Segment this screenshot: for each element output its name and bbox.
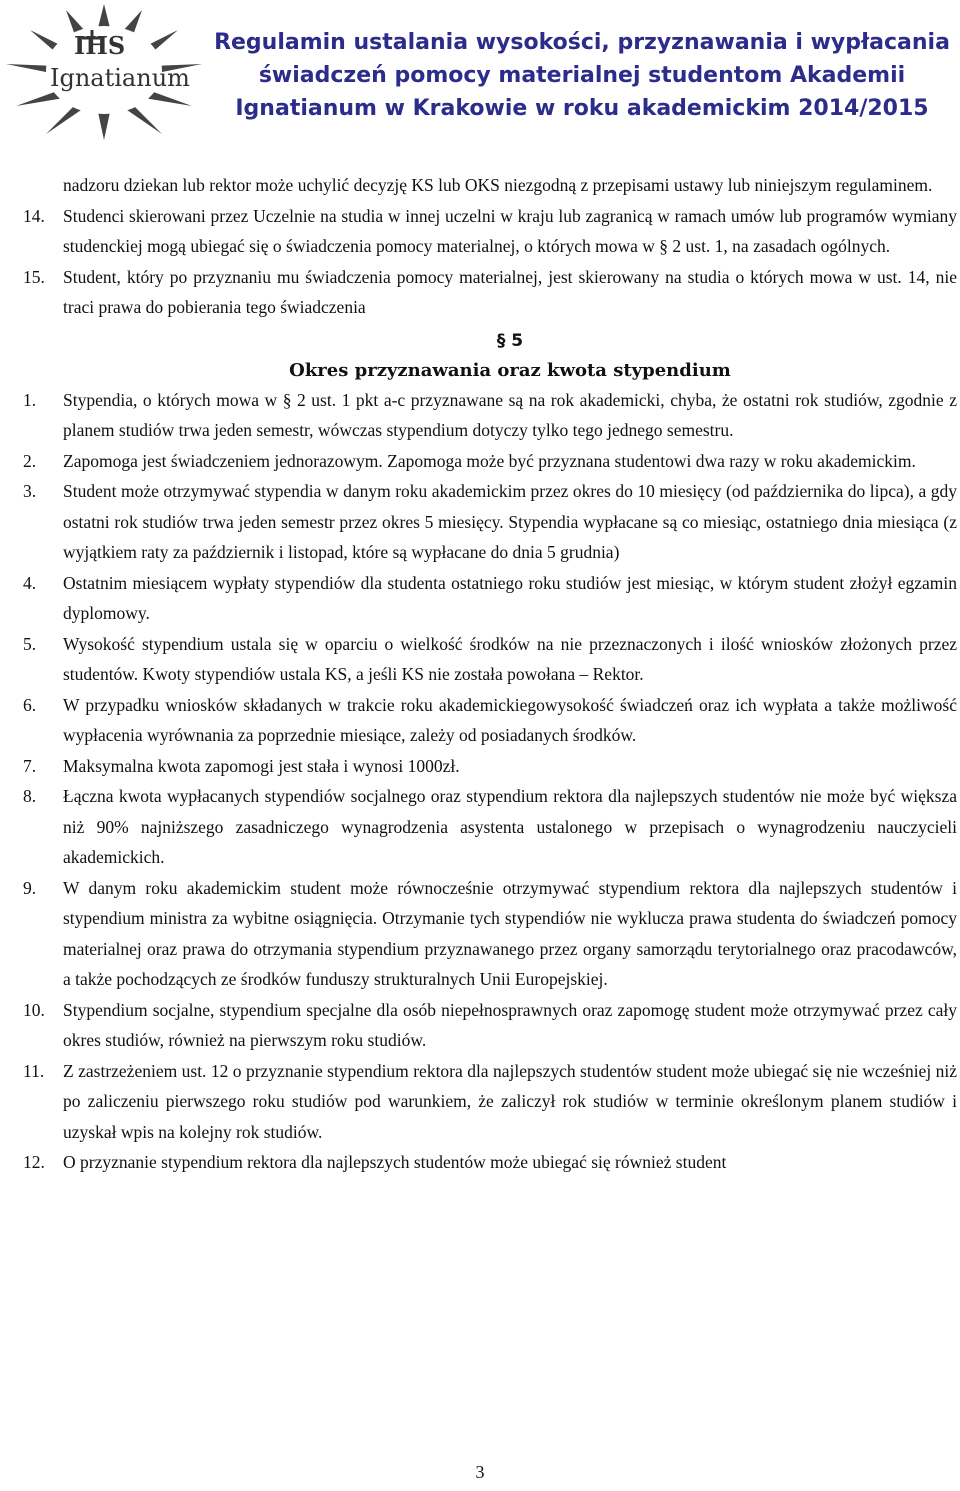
svg-text:IHS: IHS bbox=[74, 31, 126, 60]
item-number: 3. bbox=[23, 481, 37, 501]
page-header bbox=[0, 0, 960, 150]
item-number: 4. bbox=[23, 572, 37, 593]
page-number: 3 bbox=[475, 1462, 485, 1482]
item-text: Maksymalna kwota zapomogi jest stała i wynosi 1000zł. bbox=[63, 755, 460, 776]
title-line-1: Regulamin ustalania wysokości, przyznawania i wypłacania bbox=[214, 30, 950, 55]
title-line-2: świadczeń pomocy materialnej studentom Akademii bbox=[258, 63, 906, 88]
list-item bbox=[23, 873, 957, 995]
document-body bbox=[23, 170, 957, 1178]
item-number: 11. bbox=[23, 1060, 45, 1081]
list-item bbox=[23, 201, 957, 262]
item-number: 8. bbox=[23, 786, 37, 806]
item-text: Student może otrzymywać stypendia w danym roku akademickim przez okres do 10 miesięcy (od października do lipca), a gdy ostatni rok studiów trwa jeden semestr przez okres 5 miesięcy. Stypendia wypłacane są co miesiąc, ostatniego dnia miesiąca (z wyjątkiem raty za październik i listopad, które są wypłacane do dnia 5 grudnia) bbox=[63, 481, 957, 562]
section-number: § 5 bbox=[496, 330, 524, 351]
document-title bbox=[212, 26, 952, 125]
list-item bbox=[23, 629, 957, 690]
list-item bbox=[23, 751, 957, 782]
item-text: Stypendia, o których mowa w § 2 ust. 1 pkt a-c przyznawane są na rok akademicki, chyba, że ostatni rok studiów, zgodnie z planem studiów trwa jeden semestr, wówczas stypendium dotyczy tylko tego jednego semestru. bbox=[63, 389, 957, 440]
item-number: 12. bbox=[23, 1152, 45, 1172]
item-text: Stypendium socjalne, stypendium specjalne dla osób niepełnosprawnych oraz zapomogę student może otrzymywać przez cały okres studiów, również na pierwszym roku studiów. bbox=[63, 999, 957, 1050]
list-item bbox=[23, 262, 957, 323]
list-item bbox=[23, 1056, 957, 1148]
item-number: 2. bbox=[23, 450, 37, 471]
item-text: Wysokość stypendium ustala się w oparciu o wielkość środków na nie przeznaczonych i ilość wniosków złożonych przez studentów. Kwoty stypendiów ustala KS, a jeśli KS nie została powołana – Rektor. bbox=[63, 633, 957, 684]
list-item bbox=[23, 781, 957, 873]
list-item bbox=[23, 568, 957, 629]
item-text: Ostatnim miesiącem wypłaty stypendiów dla studenta ostatniego roku studiów jest miesiąc, w którym student złożył egzamin dyplomowy. bbox=[63, 572, 957, 623]
item-number: 15. bbox=[23, 266, 45, 287]
list-item bbox=[23, 1147, 957, 1178]
ignatianum-logo bbox=[2, 2, 207, 142]
item-text: Z zastrzeżeniem ust. 12 o przyznanie stypendium rektora dla najlepszych studentów student może ubiegać się nie wcześniej niż po zaliczeniu pierwszego roku studiów pod warunkiem, że zaliczył rok studiów w terminie określonym planem studiów i uzyskał wpis na kolejny rok studiów. bbox=[63, 1060, 957, 1142]
section-title: Okres przyznawania oraz kwota stypendium bbox=[289, 359, 731, 381]
item-number: 14. bbox=[23, 205, 45, 226]
item-text: Łączna kwota wypłacanych stypendiów socjalnego oraz stypendium rektora dla najlepszych studentów nie może być większa niż 90% najniższego zasadniczego wynagrodzenia asystenta ustalonego w przepisach o wynagrodzeniu nauczycieli akademickich. bbox=[63, 786, 957, 867]
list-item bbox=[23, 446, 957, 477]
list-item bbox=[23, 476, 957, 568]
item-text: W przypadku wniosków składanych w trakcie roku akademickiegowysokość świadczeń oraz ich wypłata a także możliwość wypłacenia wyrównania za poprzednie miesiące, zależy od posiadanych środków. bbox=[63, 694, 957, 745]
list-item bbox=[23, 385, 957, 446]
item-number: 7. bbox=[23, 755, 37, 776]
title-line-3: Ignatianum w Krakowie w roku akademickim 2014/2015 bbox=[235, 96, 929, 121]
item-number: 1. bbox=[23, 389, 37, 410]
list-item bbox=[23, 690, 957, 751]
item-text: O przyznanie stypendium rektora dla najlepszych studentów może ubiegać się również student bbox=[63, 1152, 727, 1172]
item-text: W danym roku akademickim student może równocześnie otrzymywać stypendium rektora dla najlepszych studentów i stypendium ministra za wybitne osiągnięcia. Otrzymanie tych stypendiów nie wyklucza prawa studenta do świadczeń pomocy materialnej oraz prawa do otrzymania stypendium przyznawanego przez organy samorządu terytorialnego oraz pracodawców, a także pochodzących ze środków funduszy strukturalnych Unii Europejskiej. bbox=[63, 877, 957, 989]
item-number: 6. bbox=[23, 694, 37, 715]
item-text: Zapomoga jest świadczeniem jednorazowym. Zapomoga może być przyznana studentowi dwa razy w roku akademickim. bbox=[63, 450, 916, 471]
list-item bbox=[23, 995, 957, 1056]
item-number: 10. bbox=[23, 999, 45, 1020]
item-number: 9. bbox=[23, 877, 37, 898]
logo-wordmark: Ignatianum bbox=[50, 64, 190, 92]
item-number: 5. bbox=[23, 633, 37, 654]
continued-paragraph: nadzoru dziekan lub rektor może uchylić decyzję KS lub OKS niezgodną z przepisami ustawy lub niniejszym regulaminem. bbox=[63, 175, 933, 195]
item-text: Student, który po przyznaniu mu świadczenia pomocy materialnej, jest skierowany na studia o których mowa w ust. 14, nie traci prawa do pobierania tego świadczenia bbox=[63, 266, 957, 317]
item-text: Studenci skierowani przez Uczelnie na studia w innej uczelni w kraju lub zagranicą w ramach umów lub programów wymiany studenckiej mogą ubiegać się o świadczenia pomocy materialnej, o których mowa w § 2 ust. 1, na zasadach ogólnych. bbox=[63, 205, 957, 256]
